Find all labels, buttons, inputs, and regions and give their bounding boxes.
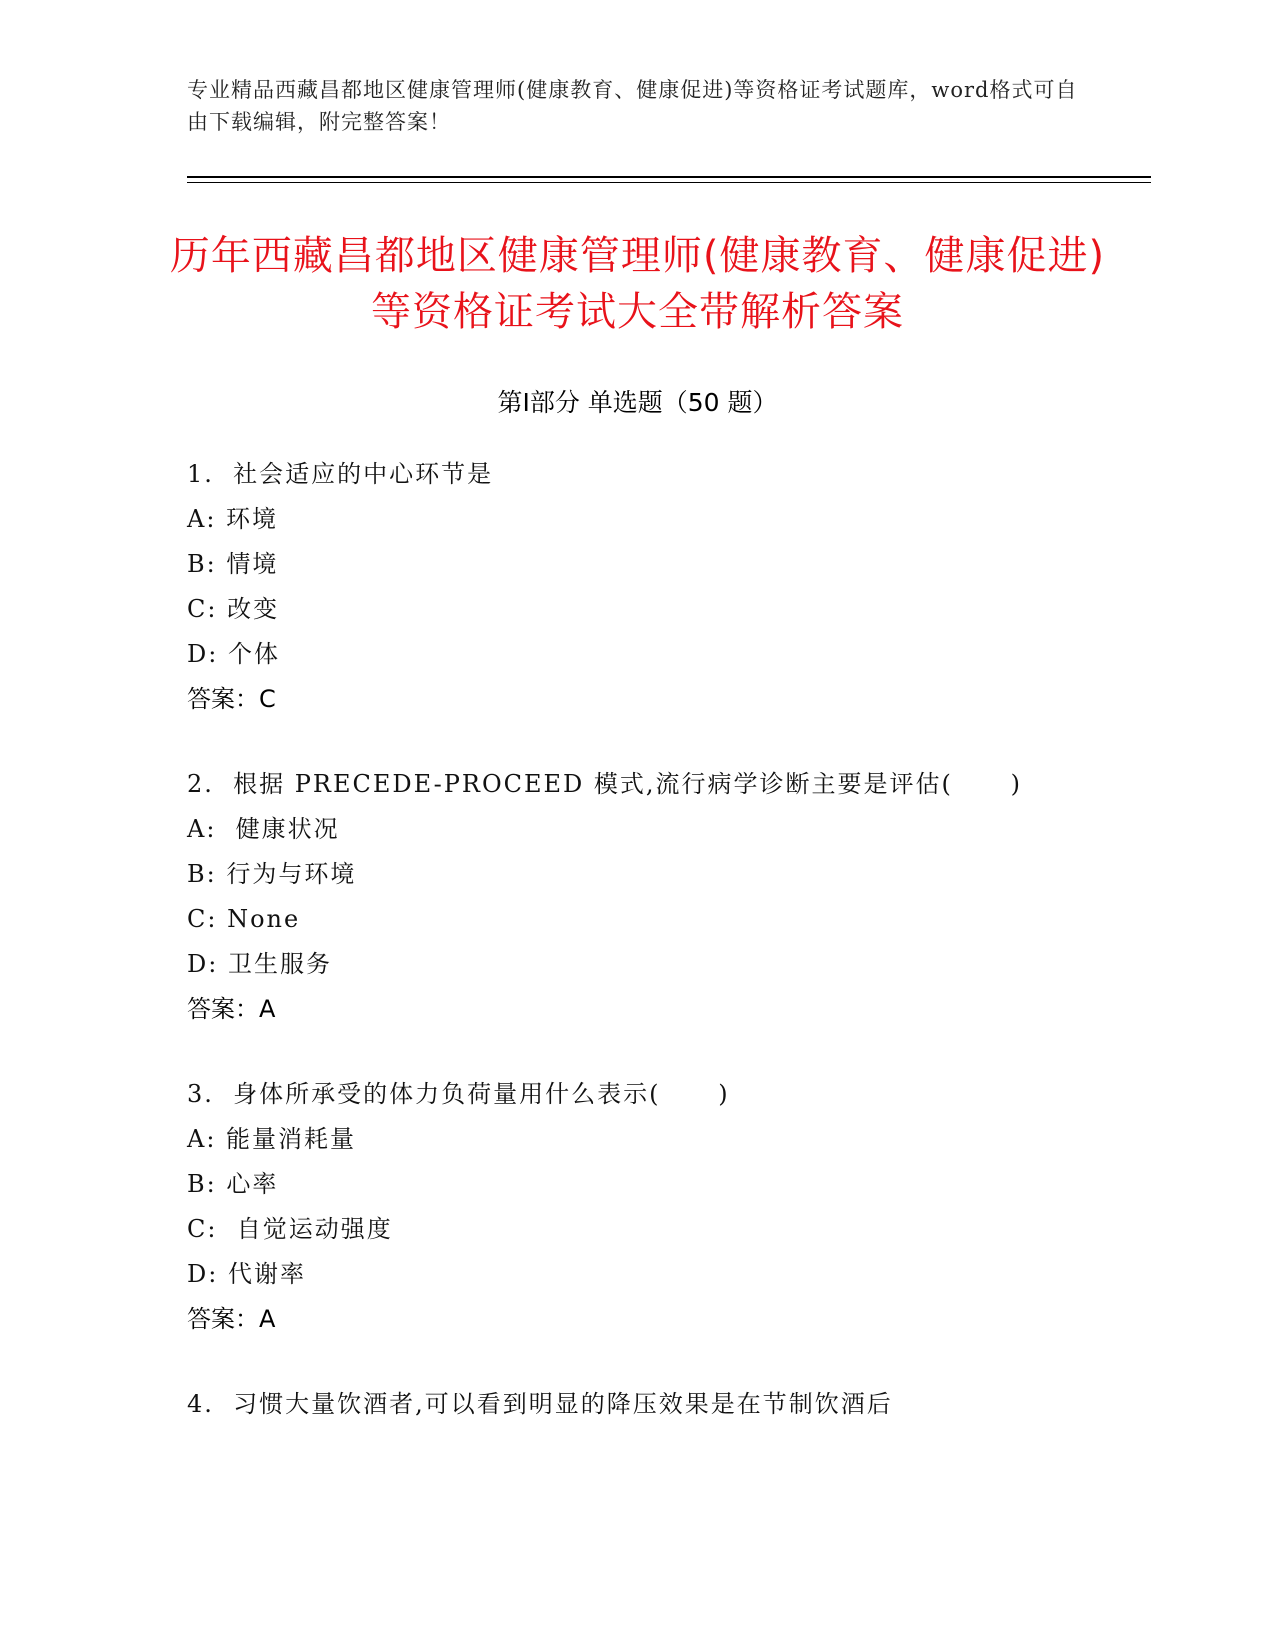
answer-line: 答案：A — [187, 995, 276, 1023]
document-title: 历年西藏昌都地区健康管理师(健康教育、健康促进)等资格证考试大全带解析答案 — [169, 233, 1106, 335]
question-4 — [187, 1382, 1137, 1427]
option-b: B: 心率 — [187, 1170, 279, 1198]
option-b: B: 情境 — [187, 550, 279, 578]
section-title: 第Ⅰ部分 单选题（50 题） — [497, 388, 778, 417]
question-stem: 3. 身体所承受的体力负荷量用什么表示( ) — [187, 1080, 730, 1108]
option-b: B: 行为与环境 — [187, 860, 357, 888]
header-divider-thin — [187, 182, 1151, 183]
question-1 — [187, 452, 1137, 722]
header-note: 专业精品西藏昌都地区健康管理师(健康教育、健康促进)等资格证考试题库，word格式可自由下载编辑，附完整答案！ — [187, 78, 1078, 134]
option-c: C: 改变 — [187, 595, 280, 623]
option-a: A: 能量消耗量 — [187, 1125, 357, 1153]
option-a: A: 环境 — [187, 505, 279, 533]
option-c: C: 自觉运动强度 — [187, 1215, 393, 1243]
question-stem: 2. 根据 PRECEDE-PROCEED 模式,流行病学诊断主要是评估( ) — [187, 770, 1023, 798]
option-d: D: 代谢率 — [187, 1260, 306, 1288]
option-a: A: 健康状况 — [187, 815, 340, 843]
option-d: D: 个体 — [187, 640, 280, 668]
header-divider-thick — [187, 176, 1151, 178]
question-stem: 1. 社会适应的中心环节是 — [187, 460, 494, 488]
option-c: C: None — [187, 905, 301, 933]
question-stem: 4. 习惯大量饮酒者,可以看到明显的降压效果是在节制饮酒后 — [187, 1390, 893, 1418]
option-d: D: 卫生服务 — [187, 950, 332, 978]
answer-line: 答案：A — [187, 1305, 276, 1333]
answer-line: 答案：C — [187, 685, 276, 713]
question-3 — [187, 1072, 1137, 1342]
question-2 — [187, 762, 1137, 1032]
